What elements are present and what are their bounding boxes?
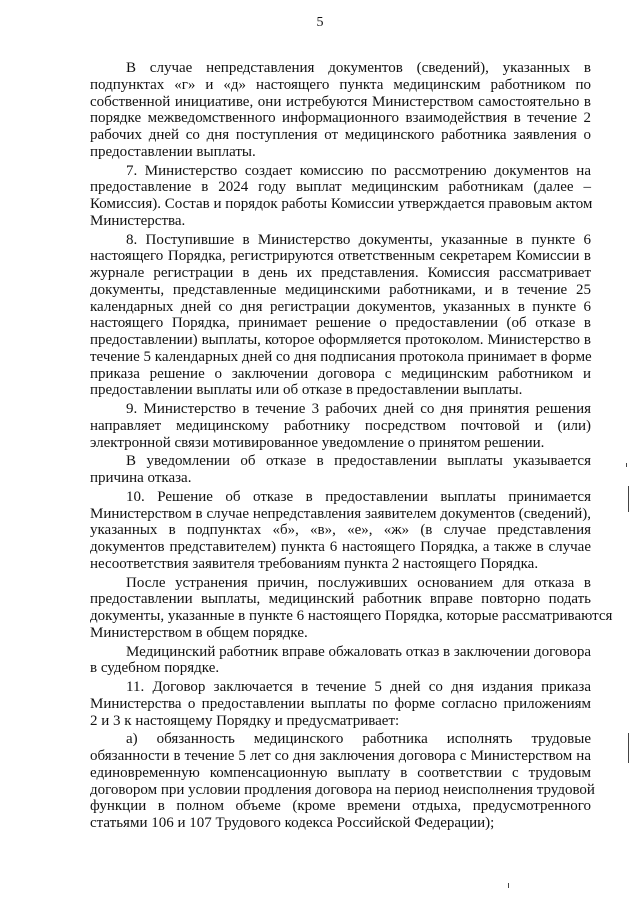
text-line: несоответствия заявителя требованиям пункта 2 настоящего Порядка. [90, 555, 539, 572]
text-line: 9. Министерство в течение 3 рабочих дней со дня принятия решения [126, 401, 591, 417]
text-line: функции в полном объеме (кроме времени отдыха, предусмотренного [90, 798, 591, 815]
text-line: В уведомлении об отказе в предоставлении выплаты указывается [126, 453, 591, 470]
text-line: указанных в подпунктах «б», «в», «е», «ж» (в случае представления [90, 522, 591, 539]
paragraph [90, 679, 591, 729]
text-line: единовременную компенсационную выплату в соответствии с трудовым [90, 764, 591, 781]
text-line: статьями 106 и 107 Трудового кодекса Российской Федерации); [90, 815, 495, 831]
page-number: 5 [316, 15, 324, 30]
text-line: рабочих дней со дня поступления от медицинского работника заявления о [90, 127, 591, 143]
text-line: Министерством в общем порядке. [90, 624, 308, 641]
text-line: договором при условии продления договора на период неисполнения трудовой [90, 781, 595, 798]
text-line: 7. Министерство создает комиссию по рассмотрению документов на [126, 162, 591, 179]
text-line: 11. Договор заключается в течение 5 дней со дня издания приказа [126, 679, 591, 695]
text-line: электронной связи мотивированное уведомление о принятом решении. [90, 434, 545, 451]
paragraph [90, 644, 591, 678]
text-line: предоставлении выплаты. [90, 143, 256, 160]
text-line: предоставлении выплаты, медицинский работник вправе повторно подать [90, 591, 591, 608]
text-line: Министерства. [90, 212, 186, 229]
document-body [90, 60, 613, 832]
text-line: приказа решение о заключении договора с медицинским работником и [90, 365, 591, 382]
text-line: Медицинский работник вправе обжаловать отказ в заключении договора [126, 643, 591, 660]
text-line: причина отказа. [90, 470, 192, 486]
text-line: направляет медицинскому работнику посредством почтовой и (или) [90, 417, 591, 434]
scan-mark [626, 463, 627, 467]
text-line: Министерства о предоставлении выплаты по форме согласно приложениям [90, 695, 591, 712]
paragraph [90, 453, 591, 487]
text-line: собственной инициативе, они истребуются Министерством самостоятельно в [90, 93, 591, 110]
text-line: Министерством в случае непредставления заявителем документов (сведений), [90, 505, 591, 522]
text-line: порядке межведомственного информационного взаимодействия в течение 2 [90, 110, 591, 127]
text-line: журнале регистрации в день их представления. Комиссия рассматривает [90, 265, 591, 281]
text-line: а) обязанность медицинского работника исполнять трудовые [126, 731, 591, 748]
paragraph [90, 163, 591, 230]
paragraph [90, 489, 591, 573]
text-line: После устранения причин, послуживших основанием для отказа в [126, 574, 591, 591]
text-line: течение 5 календарных дней со дня подписания протокола принимает в форме [90, 348, 592, 365]
text-line: настоящего Порядка, принимает решение о предоставлении (об отказе в [90, 315, 591, 332]
scan-mark [628, 733, 629, 763]
text-line: предоставлении выплаты или об отказе в предоставлении выплаты. [90, 382, 523, 399]
text-line: документы, представленные медицинскими работниками, и в течение 25 [90, 281, 591, 298]
paragraph [90, 60, 591, 161]
text-line: 10. Решение об отказе в предоставлении выплаты принимается [126, 488, 591, 505]
paragraph [90, 232, 591, 400]
text-line: 2 и 3 к настоящему Порядку и предусматривает: [90, 712, 400, 729]
paragraph [90, 401, 591, 451]
text-line: 8. Поступившие в Министерство документы, указанные в пункте 6 [126, 231, 591, 248]
text-line: обязанности в течение 5 лет со дня заключения договора с Министерством на [90, 748, 591, 764]
text-line: подпунктах «г» и «д» настоящего пункта медицинским работником по [90, 76, 591, 93]
paragraph [90, 574, 613, 642]
text-line: настоящего Порядка, регистрируются ответственным секретарем Комиссии в [90, 248, 591, 265]
text-line: в судебном порядке. [90, 660, 220, 677]
text-line: Комиссия). Состав и порядок работы Комиссии утверждается правовым актом [90, 196, 593, 212]
text-line: предоставление в 2024 году выплат медицинским работникам (далее – [90, 179, 591, 196]
text-line: документы, указанные в пункте 6 настоящего Порядка, которые рассматриваются [90, 608, 613, 624]
text-line: календарных дней со дня регистрации документов, указанных в пункте 6 [90, 298, 591, 315]
text-line: предоставлении) выплаты, которое оформляется протоколом. Министерство в [90, 332, 591, 348]
scan-mark [508, 883, 509, 888]
text-line: В случае непредставления документов (сведений), указанных в [126, 60, 591, 76]
text-line: документов представителем) пункта 6 настоящего Порядка, а также в случае [90, 539, 591, 555]
paragraph [90, 731, 595, 832]
scan-mark [628, 486, 629, 512]
